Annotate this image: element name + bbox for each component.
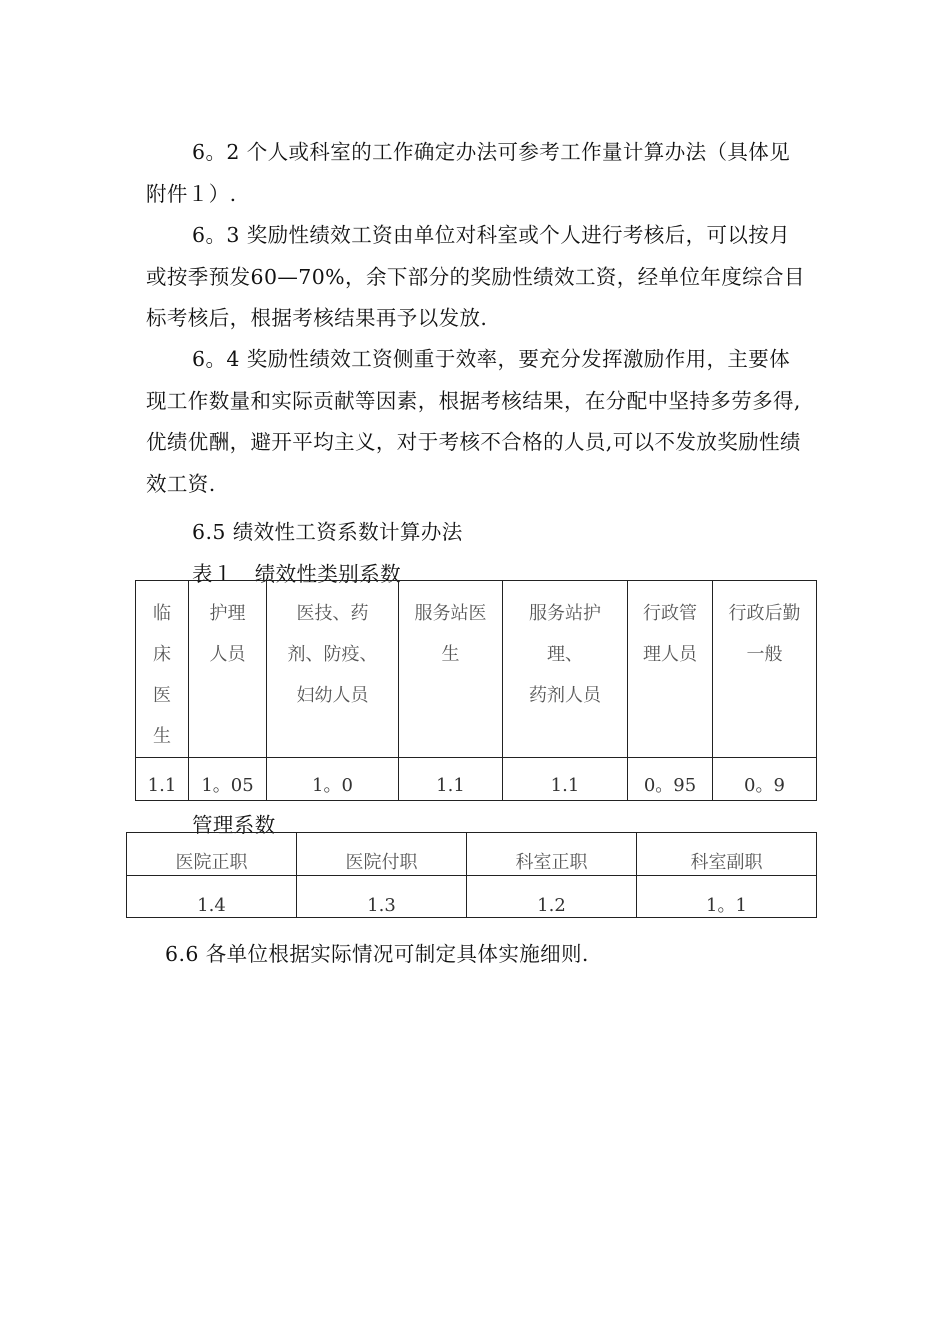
table-header-row (127, 833, 817, 876)
table-header-cell: 护理 人员 (189, 581, 267, 758)
table-cell: 1.4 (127, 876, 297, 918)
table1-caption: 表１ 绩效性类别系数 (192, 562, 401, 586)
management-coefficient-table (126, 832, 817, 918)
table-header-cell: 服务站医 生 (399, 581, 503, 758)
table-cell: 1。0 (267, 758, 399, 801)
category-coefficient-table (135, 580, 817, 801)
table2-caption: 管理系数 (192, 813, 276, 837)
table-header-cell: 临 床 医 生 (136, 581, 189, 758)
table-header-cell: 医院付职 (297, 833, 467, 876)
table-cell: 1.1 (503, 758, 628, 801)
section-6-5-heading: 6.5 绩效性工资系数计算办法 (192, 520, 463, 544)
table-header-cell: 医技、药 剂、防疫、 妇幼人员 (267, 581, 399, 758)
table-cell: 0。95 (628, 758, 713, 801)
table-cell: 1.1 (399, 758, 503, 801)
table-header-cell: 行政后勤 一般 (713, 581, 817, 758)
table-row (127, 876, 817, 918)
table-row (136, 758, 817, 801)
table-cell: 1.2 (467, 876, 637, 918)
paragraph-6-4: 6。4 奖励性绩效工资侧重于效率，要充分发挥激励作用，主要体现工作数量和实际贡献等因素，根据考核结果，在分配中坚持多劳多得,优绩优酬，避开平均主义，对于考核不合格的人员,可以不发放奖励性绩效工资. (146, 347, 801, 496)
table-header-cell: 科室正职 (467, 833, 637, 876)
table-header-cell: 科室副职 (637, 833, 817, 876)
table-cell: 1。1 (637, 876, 817, 918)
table-cell: 1.1 (136, 758, 189, 801)
table-cell: 0。9 (713, 758, 817, 801)
table-header-cell: 医院正职 (127, 833, 297, 876)
paragraph-6-2: 6。2 个人或科室的工作确定办法可参考工作量计算办法（具体见附件１）. (146, 140, 791, 206)
table-cell: 1。05 (189, 758, 267, 801)
paragraph-6-3: 6。3 奖励性绩效工资由单位对科室或个人进行考核后，可以按月或按季预发60—70%，余下部分的奖励性绩效工资，经单位年度综合目标考核后，根据考核结果再予以发放. (146, 223, 805, 330)
table-cell: 1.3 (297, 876, 467, 918)
table-header-cell: 行政管 理人员 (628, 581, 713, 758)
table-header-cell: 服务站护 理、 药剂人员 (503, 581, 628, 758)
table-header-row (136, 581, 817, 758)
section-6-6-paragraph: 6.6 各单位根据实际情况可制定具体实施细则. (165, 942, 589, 966)
